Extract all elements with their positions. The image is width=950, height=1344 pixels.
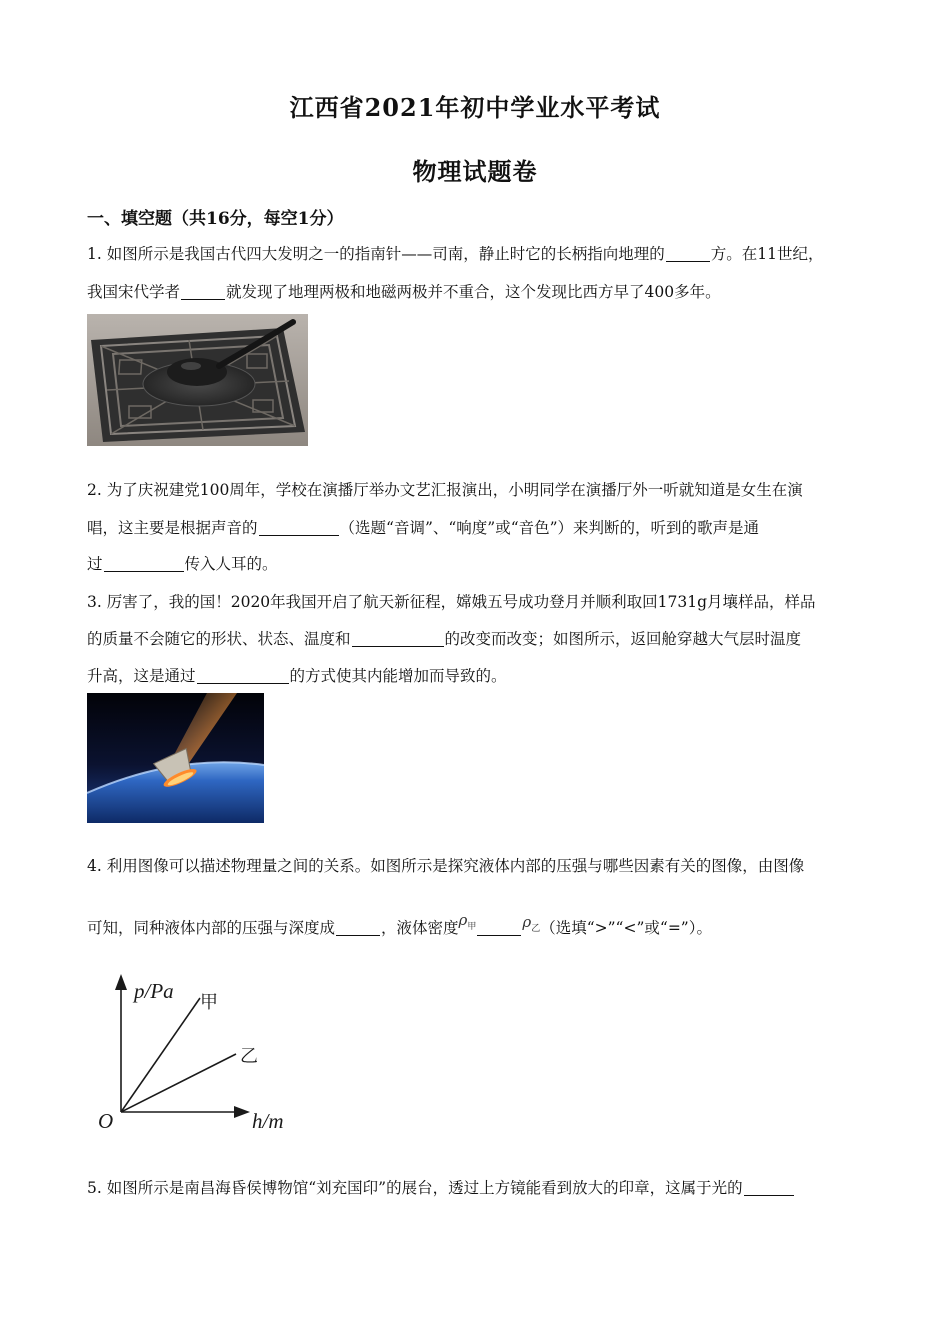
pressure-depth-graph-svg [96,966,306,1136]
q4-blank-2[interactable] [477,920,521,937]
q3-text-c: 升高，这是通过 [87,667,196,685]
q4-line-2 [87,911,712,940]
pressure-depth-graph [96,966,306,1136]
q4-line-1: 4. 利用图像可以描述物理量之间的关系。如图所示是探究液体内部的压强与哪些因素有关的图像，由图像 [87,857,805,875]
q4-blank-1[interactable] [336,920,380,937]
reentry-capsule-image [87,693,264,823]
q2-blank-1[interactable] [259,520,339,537]
q2-blank-2[interactable] [104,556,184,573]
reentry-capsule-drawing [87,693,264,823]
exam-subtitle: 物理试题卷 [412,157,538,186]
q4-text-a: 可知，同种液体内部的压强与深度成 [87,919,336,937]
q2-text-a: 唱，这主要是根据声音的 [87,519,258,537]
x-axis-arrow [234,1106,250,1118]
q5-line-1 [87,1176,795,1198]
q4-text-c: （选填“>”“<”或“=”）。 [540,919,712,937]
q5-blank-1[interactable] [744,1180,794,1197]
q2-line-1: 2. 为了庆祝建党100周年，学校在演播厅举办文艺汇报演出，小明同学在演播厅外一听就知道是女生在演 [87,481,803,499]
q3-blank-1[interactable] [352,631,444,648]
q3-text-a: 的质量不会随它的形状、状态、温度和 [87,630,351,648]
rho-a-letter: ρ [458,911,468,929]
x-axis-label: h/m [252,1109,284,1133]
q3-line-1: 3. 厉害了，我的国！2020年我国开启了航天新征程，嫦娥五号成功登月并顺利取回1731g月壤样品，样品 [87,593,816,611]
rho-a-subscript: 甲 [467,922,477,932]
q1-line-1 [87,242,823,264]
compass-sinan-drawing [87,314,308,446]
q1-text-b: 方。在11世纪， [710,245,824,263]
q5-text-a: 5. 如图所示是南昌海昏侯博物馆“刘充国印”的展台，透过上方镜能看到放大的印章，这属于光的 [87,1179,743,1197]
q2-text-b: （选题“音调”、“响度”或“音色”）来判断的，听到的歌声是通 [339,519,760,537]
origin-label: O [98,1109,114,1133]
line-yi [121,1054,236,1112]
q4-text-b: ，液体密度 [381,919,459,937]
q1-text-a: 1. 如图所示是我国古代四大发明之一的指南针——司南，静止时它的长柄指向地理的 [87,245,665,263]
q2-line-2 [87,516,759,538]
section-heading-fill-in: 一、填空题（共16分，每空1分） [87,209,344,229]
q2-text-c: 过 [87,555,103,573]
q2-text-d: 传入人耳的。 [184,555,278,573]
line-jia-label: 甲 [200,992,218,1013]
q1-text-d: 就发现了地理两极和地磁两极并不重合，这个发现比西方早了400多年。 [226,283,721,301]
q1-text-c: 我国宋代学者 [87,283,181,301]
q3-blank-2[interactable] [197,668,289,685]
q1-blank-1[interactable] [666,246,710,263]
q3-line-2 [87,627,801,649]
q3-line-3 [87,664,507,686]
q3-text-b: 的改变而改变；如图所示，返回舱穿越大气层时温度 [444,630,802,648]
rho-b-letter: ρ [522,913,532,931]
y-axis-arrow [115,974,127,990]
q3-text-d: 的方式使其内能增加而导致的。 [289,667,507,685]
exam-title: 江西省2021年初中学业水平考试 [289,93,661,122]
line-yi-label: 乙 [240,1046,258,1067]
compass-sinan-image [87,314,308,446]
line-jia [121,998,200,1112]
rho-b-symbol [522,913,541,934]
rho-a-symbol [458,911,477,932]
q1-line-2 [87,280,721,302]
q2-line-3 [87,552,278,574]
y-axis-label: p/Pa [134,979,174,1003]
rho-b-subscript: 乙 [531,924,541,934]
q1-blank-2[interactable] [181,284,225,301]
